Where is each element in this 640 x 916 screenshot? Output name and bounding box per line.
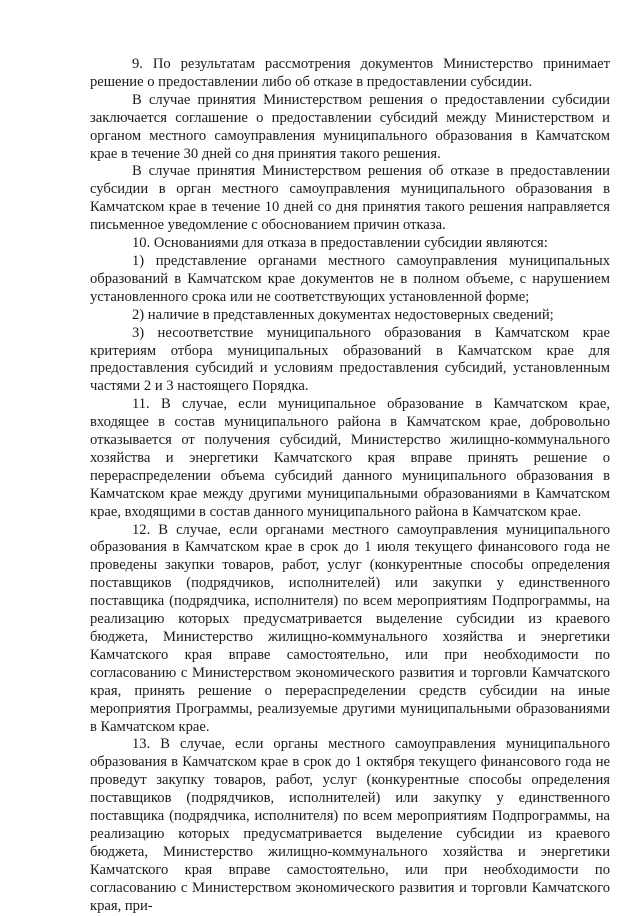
paragraph-10: 10. Основаниями для отказа в предоставлении субсидии являются: — [132, 235, 548, 252]
paragraph-11: 11. В случае, если муниципальное образование в Камчатском крае, входящее в состав муниципального района в Камчатском крае, добровольно отказывается от получения субсидий, Министерство жилищно-коммунального хозяйства и энергетики Камчатского края вправе принять решение о перераспределении объема субсидий данного муниципального образования в Камчатском крае между другими муниципальными образованиями в Камчатском крае, входящими в состав данного муниципального района в Камчатском крае. — [90, 396, 610, 520]
paragraph-12: 12. В случае, если органами местного самоуправления муниципального образования в Камчатском крае в срок до 1 июля текущего финансового года не проведены закупки товаров, работ, услуг (конкурентные способы определения поставщиков (подрядчиков, исполнителей) или закупки у единственного поставщика (подрядчика, исполнителя) по всем мероприятиям Подпрограммы, на реализацию которых предусматривается выделение субсидии из краевого бюджета, Министерство жилищно-коммунального хозяйства и энергетики Камчатского края вправе самостоятельно, или при необходимости по согласованию с Министерством экономического развития и торговли Камчатского края, принять решение о перераспределении средств субсидии на иные мероприятия Программы, реализуемые другими муниципальными образованиями в Камчатском крае. — [90, 521, 610, 735]
refusal-reason-2: 2) наличие в представленных документах недостоверных сведений; — [132, 306, 554, 323]
refusal-reason-3: 3) несоответствие муниципального образования в Камчатском крае критериям отбора муниципальных образований в Камчатском крае для предоставления субсидий и условиям предоставления субсидий, установленным частями 2 и 3 настоящего Порядка. — [90, 324, 610, 395]
paragraph-subsidy-refusal: В случае принятия Министерством решения об отказе в предоставлении субсидии в орган местного самоуправления муниципального образования в Камчатском крае в течение 10 дней со дня принятия такого решения направляется письменное уведомление с обоснованием причин отказа. — [90, 163, 610, 234]
paragraph-9: 9. По результатам рассмотрения документов Министерство принимает решение о предоставлении либо об отказе в предоставлении субсидии. — [90, 56, 610, 90]
paragraph-subsidy-approval: В случае принятия Министерством решения о предоставлении субсидии заключается соглашение о предоставлении субсидий между Министерством и органом местного самоуправления муниципального образования в Камчатском крае в течение 30 дней со дня принятия такого решения. — [90, 91, 610, 162]
document-page — [90, 56, 610, 916]
paragraph-13: 13. В случае, если органы местного самоуправления муниципального образования в Камчатском крае в срок до 1 октября текущего финансового года не проведут закупку товаров, работ, услуг (конкурентные способы определения поставщиков (подрядчиков, исполнителей) или закупку у единственного поставщика (подрядчика, исполнителя) по всем мероприятиям Подпрограммы, на реализацию которых предусматривается выделение субсидии из краевого бюджета, Министерство жилищно-коммунального хозяйства и энергетики Камчатского края вправе самостоятельно, или при необходимости по согласованию с Министерством экономического развития и торговли Камчатского края, при- — [90, 736, 610, 914]
refusal-reason-1: 1) представление органами местного самоуправления муниципальных образований в Камчатском крае документов не в полном объеме, с нарушением установленного срока или не соответствующих установленной форме; — [90, 252, 610, 305]
